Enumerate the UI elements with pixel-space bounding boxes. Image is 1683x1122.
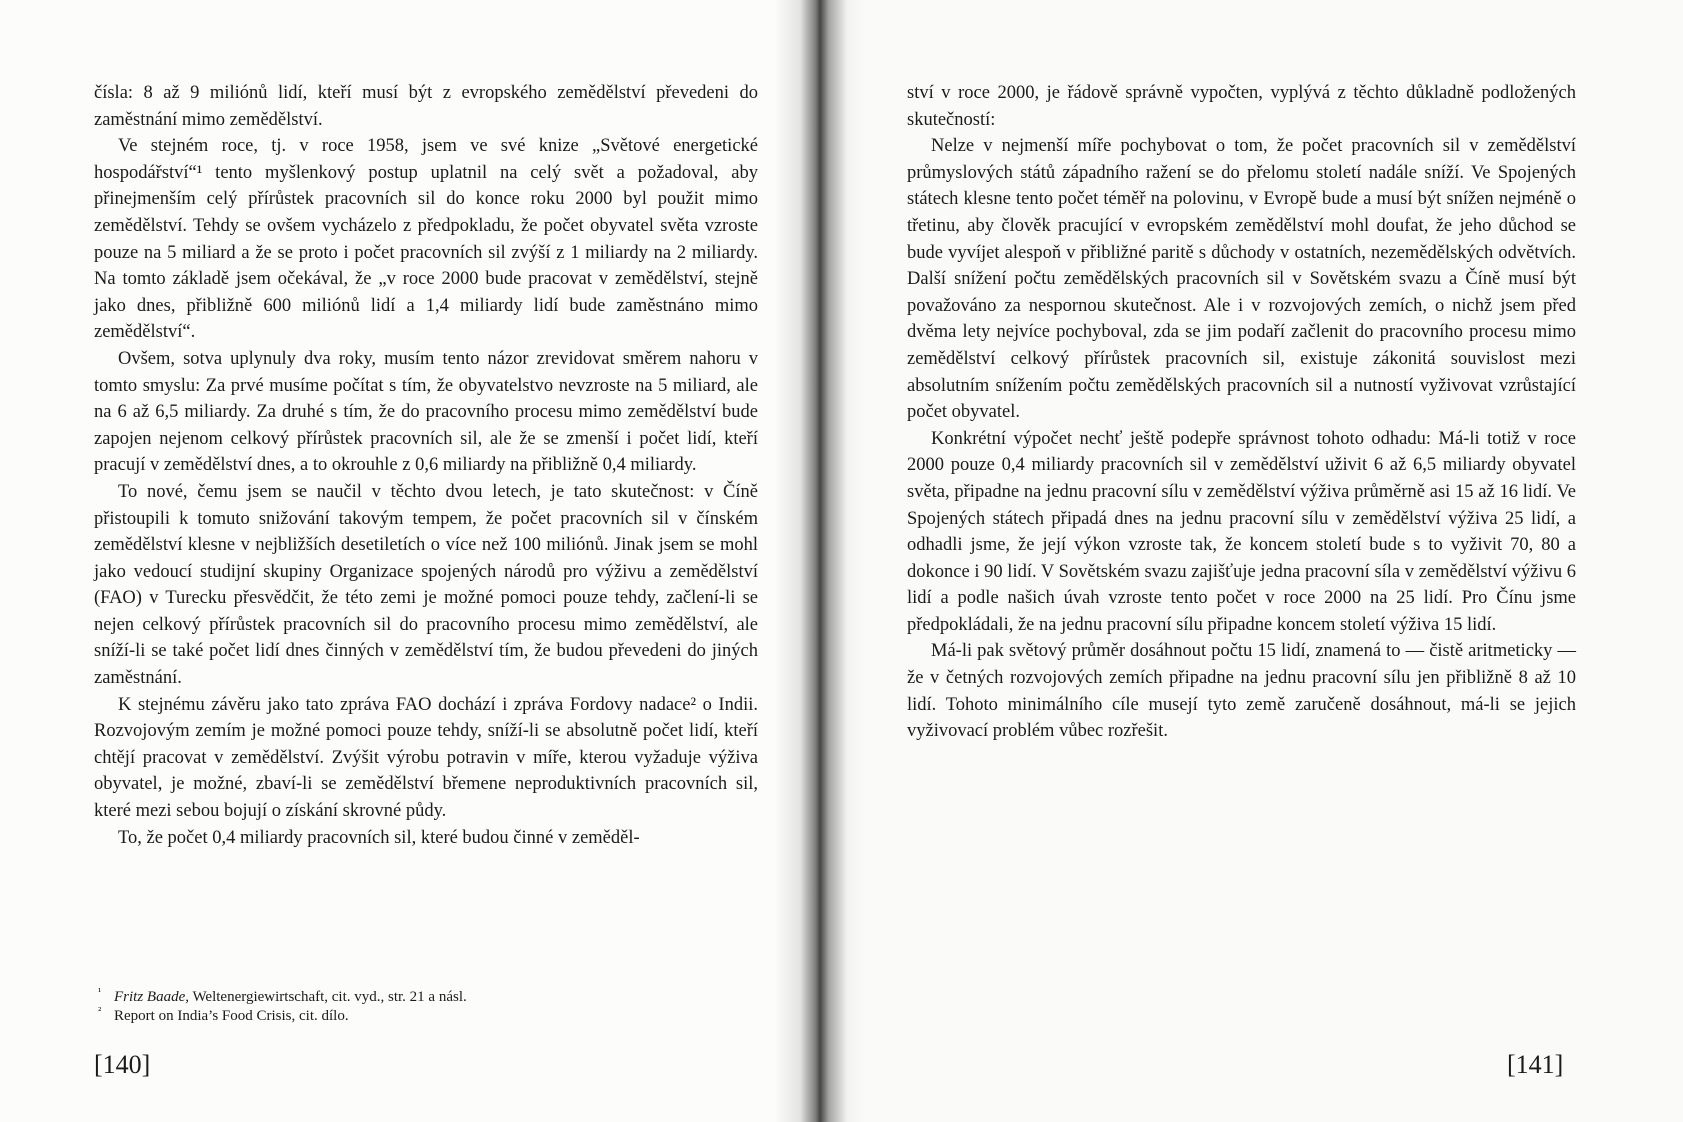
footnote-text: Report on India’s Food Crisis, cit. dílo. xyxy=(114,1008,349,1024)
left-paragraph-2: Ve stejném roce, tj. v roce 1958, jsem ve své knize „Světové energetické hospodářství“¹ tento myšlenkový postup uplatnil na celý svět a požadoval, aby přinejmenším celý přírůstek pracovních sil do konce roku 2000 byl použit mimo zemědělství. Tehdy se ovšem vycházelo z předpokladu, že počet obyvatel světa vzroste pouze na 5 miliard a že se proto i počet pracovních sil zvýší z 1 miliardy na 2 miliardy. Na tomto základě jsem očekával, že „v roce 2000 bude pracovat v zemědělství, stejně jako dnes, přibližně 600 miliónů lidí a 1,4 miliardy lidí bude zaměstnáno mimo zemědělství“. xyxy=(94,136,758,343)
footnote-text: Weltenergiewirtschaft, cit. vyd., str. 21 a násl. xyxy=(189,989,467,1005)
right-paragraph-4: Má-li pak světový průměr dosáhnout počtu 15 lidí, znamená to — čistě aritmeticky — že v četných rozvojových zemích připadne na jednu pracovní sílu jen přibližně 8 až 10 lidí. Tohoto minimálního cíle musejí tyto země zaručeně dosáhnout, má-li se jejich vyživovací problém vůbec rozřešit. xyxy=(907,641,1576,742)
page-number-left: [140] xyxy=(94,1050,151,1079)
left-paragraph-5: K stejnému závěru jako tato zpráva FAO dochází i zpráva Fordovy nadace² o Indii. Rozvojovým zemím je možné pomoci pouze tehdy, sníží-li se absolutně počet lidí, kteří chtějí pracovat v zemědělství. Zvýšit výrobu potravin v míře, kterou vyžaduje výživa obyvatel, je možné, zbaví-li se zemědělství břemene neproduktivních pracovních sil, které mezi sebou bojují o získání skrovné půdy. xyxy=(94,694,758,822)
footnote-1: ¹ Fritz Baade, Weltenergiewirtschaft, cit. vyd., str. 21 a násl. xyxy=(98,986,467,1005)
left-paragraph-4: To nové, čemu jsem se naučil v těchto dvou letech, je tato skutečnost: v Číně přistoupili k tomuto snižování takovým tempem, že počet pracovních sil v čínském zemědělství klesne v nejbližších desetiletích o více než 100 miliónů. Jinak jsem se mohl jako vedoucí studijní skupiny Organizace spojených národů pro výživu a zemědělství (FAO) v Turecku přesvědčit, že této zemi je možné pomoci pouze tehdy, začlení-li se nejen celkový přírůstek pracovních sil do pracovního procesu mimo zemědělství, ale sníží-li se také počet lidí dnes činných v zemědělství tím, že budou převedeni do jiných zaměstnání. xyxy=(94,481,758,689)
page-number-right: [141] xyxy=(1507,1050,1564,1079)
left-paragraph-1: čísla: 8 až 9 miliónů lidí, kteří musí být z evropského zemědělství převedeni do zaměstnání mimo zemědělství. xyxy=(94,83,758,130)
footnote-2: ² Report on India’s Food Crisis, cit. dílo. xyxy=(98,1005,349,1024)
right-page-body xyxy=(907,80,1576,745)
right-paragraph-1: ství v roce 2000, je řádově správně vypočten, vyplývá z těchto důkladně podložených skutečností: xyxy=(907,83,1576,130)
right-paragraph-2: Nelze v nejmenší míře pochybovat o tom, že počet pracovních sil v zemědělství průmyslových států západního ražení se do přelomu století nadále sníží. Ve Spojených státech klesne tento počet téměř na polovinu, v Evropě bude a musí být snížen nejméně o třetinu, aby člověk pracující v evropském zemědělství mohl doufat, že jeho důchod se bude vyvíjet alespoň v přibližné paritě s důchody v ostatních, nezemědělských odvětvích. Další snížení počtu zemědělských pracovních sil v Sovětském svazu a Číně musí být považováno za nespornou skutečnost. Ale i v rozvojových zemích, o nichž jsem před dvěma lety nejvíce pochyboval, zda se jim podaří začlenit do pracovního procesu mimo zemědělství celkový přírůstek pracovních sil, existuje zákonitá souvislost mezi absolutním snížením počtu zemědělských pracovních sil a nutností vyživovat vzrůstající počet obyvatel. xyxy=(907,136,1576,423)
left-paragraph-3: Ovšem, sotva uplynuly dva roky, musím tento názor zrevidovat směrem nahoru v tomto smyslu: Za prvé musíme počítat s tím, že obyvatelstvo nevzroste na 5 miliard, ale na 6 až 6,5 miliardy. Za druhé s tím, že do pracovního procesu mimo zemědělství bude zapojen nejenom celkový přírůstek pracovních sil, ale že se zmenší i počet lidí, kteří pracují v zemědělství dnes, a to okrouhle z 0,6 miliardy na přibližně 0,4 miliardy. xyxy=(94,348,758,476)
left-paragraph-6: To, že počet 0,4 miliardy pracovních sil, které budou činné v zeměděl- xyxy=(118,827,640,848)
footnotes xyxy=(98,988,738,1026)
footnote-author: Fritz Baade, xyxy=(114,989,189,1005)
book-gutter-shadow xyxy=(775,0,865,1122)
left-page-body xyxy=(94,80,758,851)
right-paragraph-3: Konkrétní výpočet nechť ještě podepře správnost tohoto odhadu: Má-li totiž v roce 2000 pouze 0,4 miliardy pracovních sil v zemědělství uživit 6 až 6,5 miliardy obyvatel světa, připadne na jednu pracovní sílu v zemědělství výživa průměrně asi 15 až 16 lidí. Ve Spojených státech připadá dnes na jednu pracovní sílu v zemědělství výživa 25 lidí, a odhadli jsme, že její výkon vzroste tak, že koncem století bude s to vyživit 70, 80 a dokonce i 90 lidí. V Sovětském svazu zajišťuje jedna pracovní síla v zemědělství výživu 6 lidí a podle našich úvah vzroste tento počet v roce 2000 na 25 lidí. Pro Čínu jsme předpokládali, že na jednu pracovní sílu připadne koncem století výživa 15 lidí. xyxy=(907,428,1576,635)
